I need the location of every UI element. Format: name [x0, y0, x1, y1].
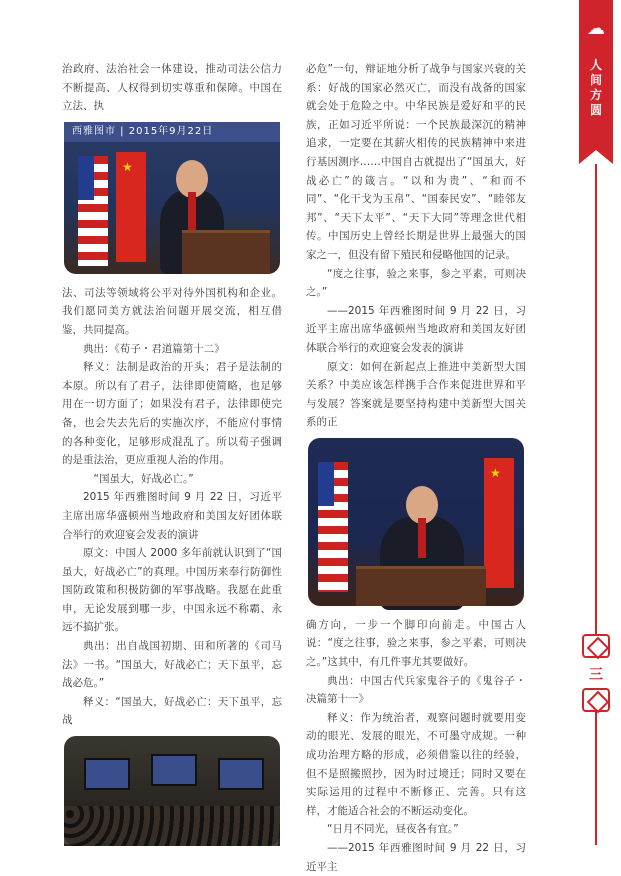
section-tab [579, 0, 613, 150]
left-paragraph-1: 治政府、法治社会一体建设，推动司法公信力不断提高、人权得到切实尊重和保障。中国在立法、执 [62, 63, 282, 113]
chinese-knot-icon [582, 688, 610, 712]
auspicious-cloud-icon: ☁ [587, 18, 605, 39]
quote-sun-moon: “日月不同光，昼夜各有宜。” [327, 823, 459, 836]
right-column [306, 60, 526, 876]
us-flag-icon [318, 462, 348, 592]
display-screen [151, 754, 197, 786]
section-sidebar [579, 0, 613, 845]
source-xunzi: 典出：《荀子・君道篇第十二》 [83, 342, 225, 355]
photo-speech-podium [64, 122, 280, 274]
chinese-knot-icon [582, 634, 610, 658]
page-number: 三 [579, 662, 613, 688]
left-column [62, 60, 282, 856]
source-simafa: 典出：出自战国初期、田和所著的《司马法》一书。“国虽大，好战必亡；天下虽平，忘战必危。” [62, 640, 282, 690]
right-paragraph-1: 必危”一句，辩证地分析了战争与国家兴衰的关系：好战的国家必然灭亡，而没有战备的国家就会处于危险之中。中华民族是爱好和平的民族，正如习近平所说：一个民族最深沉的精神追求，一定要在其薪火相传的民族精神中来进行基因测序……中国自古就提出了“国虽大，好战必亡”的箴言。“以和为贵”、“和而不同”、“化干戈为玉帛”、“国泰民安”、“睦邻友邦”、“天下太平”、“天下大同”等理念世代相传。中国历史上曾经长期是世界上最强大的国家之一，但没有留下殖民和侵略他国的记录。 [306, 63, 526, 261]
display-screen [218, 758, 264, 790]
source-guiguzi: 典出：中国古代兵家鬼谷子的《鬼谷子・决篇第十一》 [306, 674, 526, 706]
section-label: 人 间 方 圆 [589, 58, 602, 117]
context-war: 2015 年西雅图时间 9 月 22 日，习近平主席出席华盛顿州当地政府和美国友好团体联合举行的欢迎宴会发表的演讲 [62, 491, 282, 541]
quote-guiguzi: “度之往事，验之来事，参之平素，可则决之。” [306, 267, 526, 299]
left-paragraph-2: 法、司法等领域将公平对待外国机构和企业。我们愿同美方就法治问题开展交流，相互借鉴，共同提高。 [62, 286, 282, 336]
section-tab-tip [579, 150, 613, 164]
photo-speech-closeup [308, 438, 524, 606]
context-guiguzi: ——2015 年西雅图时间 9 月 22 日，习近平主席出席华盛顿州当地政府和美国友好团体联合举行的欢迎宴会发表的演讲 [306, 304, 526, 354]
context-sun-moon: ——2015 年西雅图时间 9 月 22 日，习近平主 [306, 842, 526, 873]
explanation-guiguzi: 释义：作为统治者，观察问题时就要用变动的眼光、发展的眼光，不可墨守成规。一种成功治理方略的形成，必须借鉴以往的经验，但不是照搬照抄，因为时过境迁；同时又要在实际运用的过程中不断修正、完善。只有这样，才能适合社会的不断运动变化。 [306, 711, 526, 817]
explanation-xunzi: 释义：法制是政治的开头；君子是法制的本原。所以有了君子，法律即使简略，也足够用在一切方面了；如果没有君子，法律即使完备，也会失去先后的实施次序，不能应付事情的各种变化，足够形成混乱了。所以荀子强调的是重法治，更应重视人治的作用。 [62, 361, 282, 467]
podium [356, 566, 486, 606]
original-guiguzi-part2: 确方向，一步一个脚印向前走。中国古人说：“度之往事，验之来事，参之平素，可则决之。”这其中，有几件事尤其要做好。 [306, 618, 526, 669]
sidebar-rule [595, 164, 597, 634]
explanation-simafa: 释义：“国虽大，好战必亡：天下虽平，忘战 [62, 695, 282, 727]
photo-banquet-hall [64, 736, 280, 846]
audience-crowd [64, 806, 280, 846]
original-guiguzi-part1: 原文：如何在新起点上推进中美新型大国关系？中美应该怎样携手合作来促进世界和平与发展？答案就是要坚持构建中美新型大国关系的正 [306, 360, 526, 429]
china-flag-icon [484, 458, 514, 588]
china-flag-icon [116, 152, 146, 262]
quote-war: “国虽大，好战必亡。” [93, 472, 194, 485]
us-flag-icon [78, 156, 108, 266]
photo-banner: 西雅图市 | 2015年9月22日 [64, 122, 280, 142]
original-war: 原文：中国人 2000 多年前就认识到了“国虽大，好战必亡”的真理。中国历来奉行防御性国防政策和积极防御的军事战略。我愿在此重申，无论发展到哪一步，中国永远不称霸、永远不搞扩张。 [62, 547, 282, 634]
display-screen [84, 758, 130, 790]
sidebar-rule [595, 712, 597, 845]
podium [182, 230, 270, 274]
